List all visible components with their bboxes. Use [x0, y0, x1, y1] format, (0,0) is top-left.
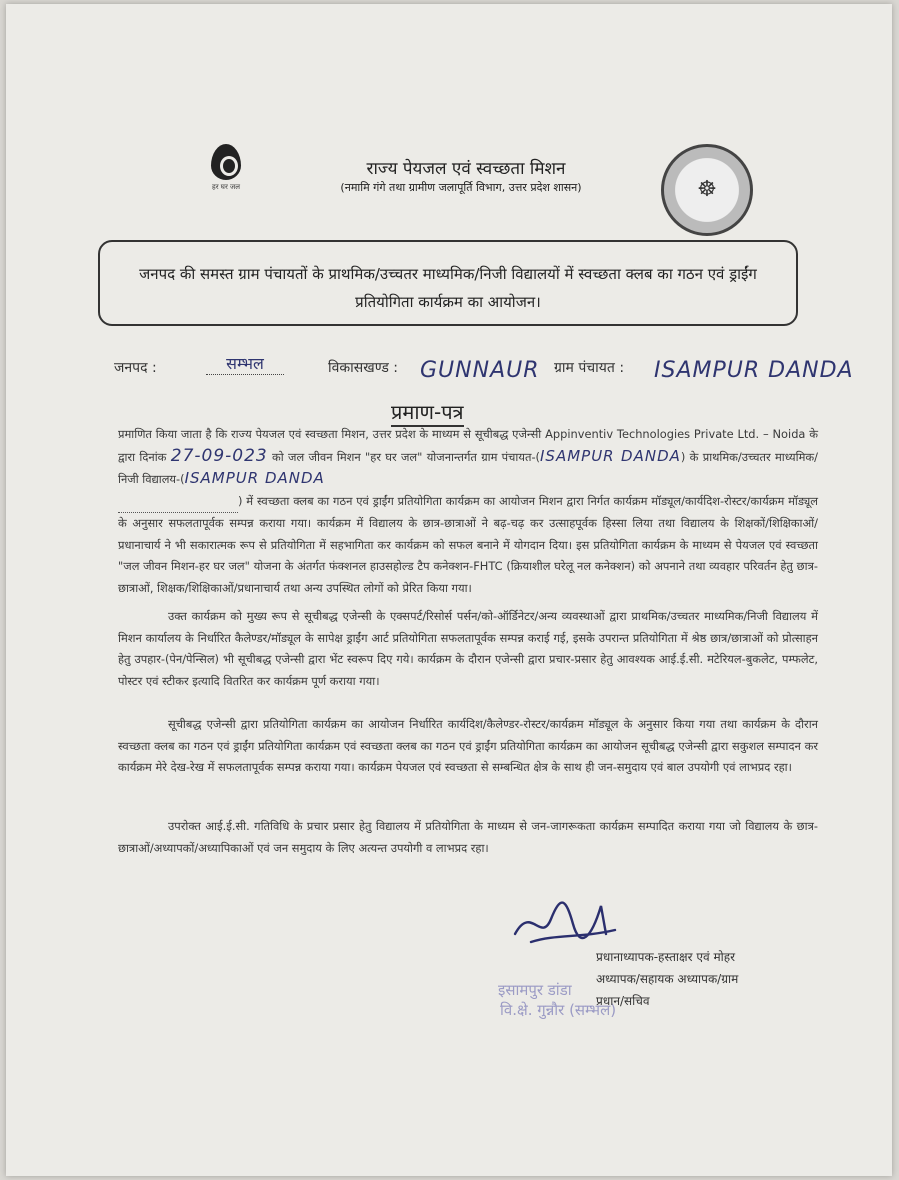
panchayat-label: ग्राम पंचायत : — [554, 360, 625, 376]
panchayat-fill: ISAMPUR DANDA — [540, 446, 681, 465]
blank-line — [118, 491, 238, 514]
stamp-line-2: वि.क्षे. गुन्नौर (सम्भल) — [500, 1001, 617, 1019]
para1-text-c: ) के प्राथमिक/उच्चतर माध्यमिक/निजी विद्यालय-( — [118, 449, 818, 486]
org-title: राज्य पेयजल एवं स्वच्छता मिशन — [366, 159, 566, 179]
paragraph-2: उक्त कार्यक्रम को मुख्य रूप से सूचीबद्ध एजेन्सी के एक्सपर्ट/रिसोर्स पर्सन/को-ऑर्डिनेटर/अन्य व्यवस्थाओं द्वारा प्राथमिक/उच्चतर माध्यमिक/निजी विद्यालय में मिशन कार्यालय के निर्धारित कैलेण्डर/मॉड्यूल के सापेक्ष ड्राईंग आर्ट प्रतियोगिता सफलतापूर्वक सम्पन्न कराई गई, इसके उपरान्त प्रतियोगिता में श्रेष्ठ छात्र/छात्राओं को प्रोत्साहन हेतु उपहार-(पेन/पेन्सिल) भी सूचीबद्ध एजेन्सी द्वारा भेंट स्वरूप दिए गये। कार्यक्रम के दौरान एजेन्सी द्वारा प्रचार-प्रसार हेतु आवश्यक आई.ई.सी. मटेरियल-बुकलेट, पम्फलेट, पोस्टर एवं स्टीकर इत्यादि वितरित कर कार्यक्रम पूर्ण कराया गया। — [118, 609, 818, 688]
signature-label-3: प्रधान/सचिव — [596, 994, 650, 1008]
program-title-box: जनपद की समस्त ग्राम पंचायतों के प्राथमिक/उच्चतर माध्यमिक/निजी विद्यालयों में स्वच्छता क्लब का गठन एवं ड्राईंग प्रतियोगिता कार्यक्रम का आयोजन। — [98, 240, 798, 326]
program-date: 27-09-023 — [170, 445, 268, 466]
logo-caption: हर घर जल — [212, 183, 240, 191]
stamp-line-1: इसामपुर डांडा — [498, 981, 572, 999]
har-ghar-jal-logo — [194, 144, 258, 214]
handwritten-signature — [511, 894, 621, 954]
paragraph-4: उपरोक्त आई.ई.सी. गतिविधि के प्रचार प्रसार हेतु विद्यालय में प्रतियोगिता के माध्यम से जन-जागरूकता कार्यक्रम सम्पादित कराया गया जो विद्यालय के छात्र-छात्राओं/अध्यापकों/अध्यापिकाओं एवं जन समुदाय के लिए अत्यन्त उपयोगी व लाभप्रद रहा। — [118, 819, 818, 855]
water-drop-icon — [211, 144, 241, 180]
para1-text-d: ) में स्वच्छता क्लब का गठन एवं ड्राईंग प्रतियोगिता कार्यक्रम का आयोजन मिशन द्वारा निर्गत कार्यक्रम मॉड्यूल/कार्यदिश-रोस्टर/कार्यक्रम मॉड्यूल के अनुसार सफलतापूर्वक सम्पन्न कराया गया। कार्यक्रम में विद्यालय के छात्र-छात्राओं ने बढ़-चढ़ कर उत्साहपूर्वक हिस्सा लिया तथा विद्यालय के शिक्षकों/शिक्षिकाओं/प्रधानाचार्य ने भी सकारात्मक रूप से प्रतियोगिता में सहभागिता कर कार्यक्रम को सफल बनाने में योगदान दिया। इस प्रतियोगिता कार्यक्रम के माध्यम से पेयजल एवं स्वच्छता "जल जीवन मिशन-हर घर जल" योजना के अंतर्गत फंक्शनल हाउसहोल्ड टैप कनेक्शन-FHTC (क्रियाशील घरेलू नल कनेक्शन) को अपनाने तथा व्यवहार परिवर्तन हेतु छात्र-छात्राओं, शिक्षक/शिक्षिकाओं/प्रधानाचार्य तथा अन्य उपस्थित लोगों को प्रेरित किया गया। — [118, 493, 818, 595]
block-label: विकासखण्ड : — [328, 360, 399, 376]
signature-label-2: अध्यापक/सहायक अध्यापक/ग्राम — [596, 972, 739, 986]
block-value: GUNNAUR — [420, 358, 540, 383]
school-fill: ISAMPUR DANDA — [184, 469, 325, 487]
para1-text-a: प्रमाणित किया जाता है कि राज्य पेयजल एवं स्वच्छता मिशन, उत्तर प्रदेश के माध्यम से सूचीबद्ध एजेन्सी Appinventiv Technologies Private Ltd. – Noida के द्वारा दिनांक — [118, 427, 818, 464]
location-fields — [6, 350, 892, 384]
government-seal-icon: ☸ — [661, 144, 753, 236]
signature-label-1: प्रधानाध्यापक-हस्ताक्षर एवं मोहर — [596, 950, 736, 964]
paragraph-3: सूचीबद्ध एजेन्सी द्वारा प्रतियोगिता कार्यक्रम का आयोजन निर्धारित कार्यदिश/कैलेण्डर-रोस्टर/कार्यक्रम मॉड्यूल के अनुसार किया गया तथा कार्यक्रम के दौरान स्वच्छता क्लब का गठन एवं ड्राईंग प्रतियोगिता कार्यक्रम एवं स्वच्छता क्लब का गठन एवं ड्राईंग प्रतियोगिता कार्यक्रम का आयोजन सूचीबद्ध एजेन्सी द्वारा सकुशल सम्पादन कर कार्यक्रम मेरे देख-रेख में सफलतापूर्वक सम्पन्न कराया गया। कार्यक्रम पेयजल एवं स्वच्छता से सम्बन्धित क्षेत्र के साथ ही जन-समुदाय एवं बाल उपयोगी एवं लाभप्रद रहा। — [118, 717, 818, 774]
org-subtitle: (नमामि गंगे तथा ग्रामीण जलापूर्ति विभाग, उत्तर प्रदेश शासन) — [340, 181, 582, 194]
district-label: जनपद : — [114, 360, 157, 376]
para1-text-b: को जल जीवन मिशन "हर घर जल" योजनान्तर्गत ग्राम पंचायत-( — [272, 449, 540, 464]
certificate-title: प्रमाण-पत्र — [391, 398, 464, 427]
panchayat-value: ISAMPUR DANDA — [654, 358, 854, 383]
certificate-page — [6, 4, 892, 1176]
district-value: सम्भल — [206, 352, 284, 375]
paragraph-1 — [118, 424, 818, 599]
